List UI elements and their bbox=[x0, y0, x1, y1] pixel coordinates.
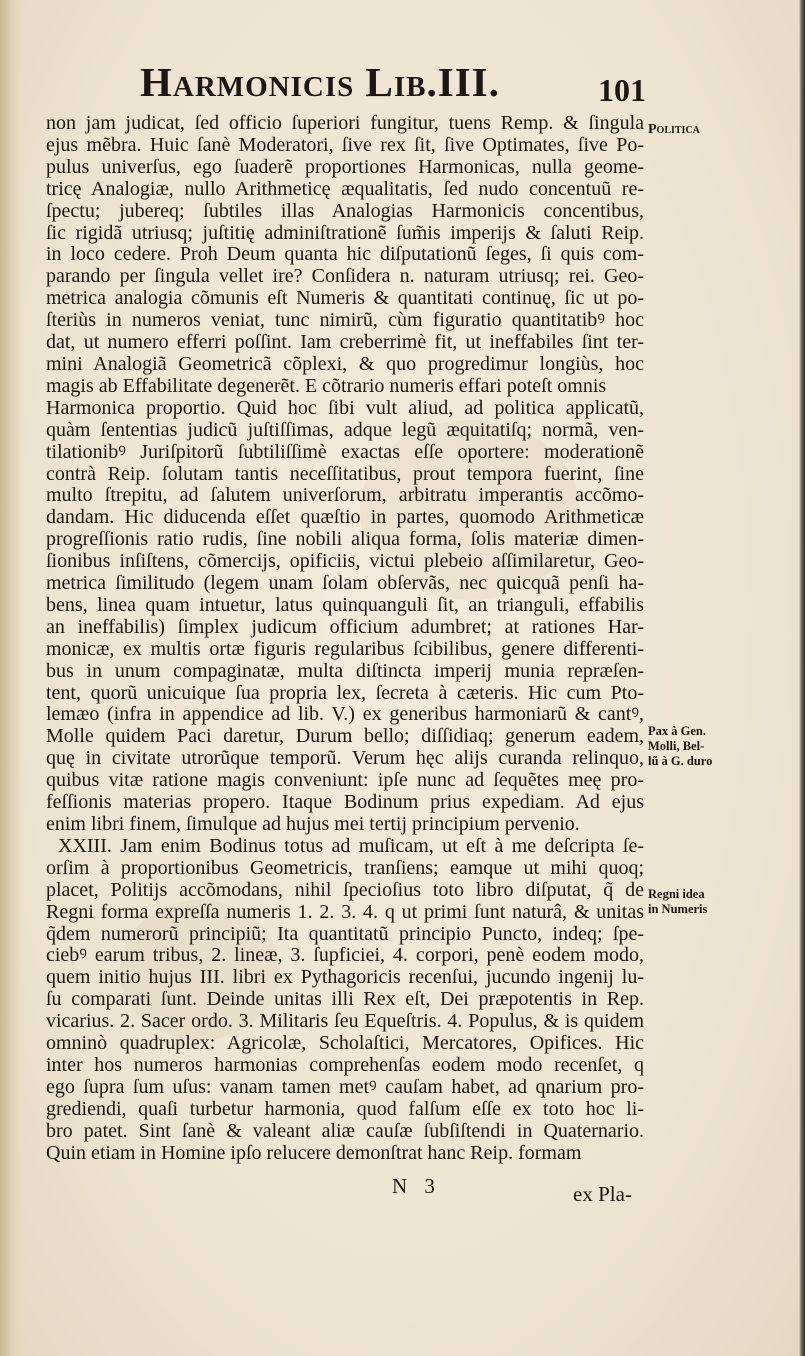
marginal-line: Regni idea bbox=[648, 887, 705, 901]
catchword: ex Pla- bbox=[573, 1182, 632, 1206]
text-line: in loco cedere. Proh Deum quanta hic diſputationũ ſeges, ſi quis com- bbox=[46, 244, 644, 266]
text-line: feſſionis materias propero. Itaque Bodinum prius expediam. Ad ejus bbox=[46, 792, 644, 814]
text-line: ſu comparati ſunt. Deinde unitas illi Rex eſt, Dei præpotentis in Rep. bbox=[46, 989, 644, 1011]
text-line: inter hos numeros harmonias comprehenſas eodem modo recenſet, q bbox=[46, 1054, 644, 1076]
text-line: pulus univerſus, ego ſuaderẽ proportiones Harmonicas, nulla geome- bbox=[46, 156, 644, 178]
text-line: ciebꝰ earum tribus, 2. lineæ, 3. ſupficiei, 4. corpori, penè eodem modo, bbox=[46, 945, 644, 967]
text-line: placet, Politijs accõmodans, nihil ſpecioſius toto libro diſputat, q̃ de bbox=[46, 879, 644, 901]
text-line: bus in unum compaginatæ, multa diſtincta imperij munia repræſen- bbox=[46, 660, 644, 682]
text-line: contrà Reip. ſolutam tantis neceſſitatibus, prout tempora fuerint, ſine bbox=[46, 463, 644, 485]
text-line: omninò quadruplex: Agricolæ, Scholaſtici, Mercatores, Opifices. Hic bbox=[46, 1033, 644, 1055]
text-line: ego ſupra ſum uſus: vanam tamen metꝰ cauſam habet, ad qnarium pro- bbox=[46, 1076, 644, 1098]
binding-gutter bbox=[0, 0, 22, 1356]
marginal-note-pax bbox=[648, 724, 712, 769]
marginal-line: lũ à G. duro bbox=[648, 754, 713, 768]
text-line: ejus mẽbra. Huic ſanè Moderatori, ſive rex ſit, ſive Optimates, ſive Po- bbox=[46, 134, 644, 156]
text-line: an ineffabilis) ſimplex judicum officium adumbret; at rationes Har- bbox=[46, 616, 644, 638]
signature-mark: N 3 bbox=[392, 1174, 441, 1198]
text-line: dandam. Hic diducenda eſſet quæſtio in partes, quomodo Arithmeticæ bbox=[46, 507, 644, 529]
text-line: ſic rigidã utriusq; juſtitię adminiſtrationẽ ſum̃is imperijs & ſaluti Reip. bbox=[46, 222, 644, 244]
text-line: monicæ, ex multis ortæ figuris regularibus ſcibilibus, genere differenti- bbox=[46, 638, 644, 660]
text-line: vicarius. 2. Sacer ordo. 3. Militaris ſeu Equeſtris. 4. Populus, & is quidem bbox=[46, 1011, 644, 1033]
text-line: metrica ſimilitudo (legem unam ſolam obſervãs, nec quicquã penſi ha- bbox=[46, 573, 644, 595]
text-line: orſim à proportionibus Geometricis, tranſiens; eamque ut mihi quoq; bbox=[46, 857, 644, 879]
text-line: bens, linea quam intuetur, latus quinquanguli ſit, an trianguli, effabilis bbox=[46, 594, 644, 616]
text-line: lemæo (infra in appendice ad lib. V.) ex generibus harmoniarũ & cantꝰ, bbox=[46, 704, 644, 726]
page-number: 101 bbox=[598, 72, 646, 108]
text-line: enim libri finem, ſimulque ad hujus mei tertij principium pervenio. bbox=[46, 814, 580, 835]
marginal-note-regni bbox=[648, 887, 707, 917]
text-line: magis ab Effabilitate degenerẽt. E cõtrario numeris effari poteſt omnis bbox=[46, 375, 607, 397]
text-line: grediendi, quaſi turbetur harmonia, quod falſum eſſe ex toto hoc li- bbox=[46, 1098, 644, 1120]
marginal-note-politica: Politica bbox=[648, 122, 700, 137]
text-line: dat, ut numero efferri poſſint. Iam creberrimè fit, ut ineffabiles ſint ter- bbox=[46, 332, 644, 354]
text-line: parando per ſingula vellet ire? Conſidera n. naturam utriusq; rei. Geo- bbox=[46, 266, 644, 288]
text-line: metrica analogia cõmunis eſt Numeris & quantitati continuę, ſic ut po- bbox=[46, 288, 644, 310]
text-line: tricę Analogiæ, nullo Arithmeticę æqualitatis, ſed nudo concentuũ re- bbox=[46, 178, 644, 200]
text-line: XXIII. Jam enim Bodinus totus ad muſicam, ut eſt à me deſcripta ſe- bbox=[58, 835, 644, 857]
text-line: quibus vitæ ratione magis conveniunt: ipſe nunc ad ſequẽtes meę pro- bbox=[46, 770, 644, 792]
text-line: ſteriùs in numeros veniat, tunc nimirũ, cùm figuratio quantitatibꝰ hoc bbox=[46, 310, 644, 332]
marginal-line: in Numeris bbox=[648, 902, 708, 916]
text-line: mini Analogiã Geometricã cõplexi, & quo progredimur longiùs, hoc bbox=[46, 353, 644, 375]
text-line: Harmonica proportio. Quid hoc ſibi vult aliud, ad politica applicatũ, bbox=[46, 397, 644, 419]
main-text-block bbox=[46, 113, 644, 1165]
marginal-line: Molli, Bel- bbox=[648, 739, 705, 753]
text-line: tent, quorũ unicuique ſua propria lex, ſecreta à cæteris. Hic cum Pto- bbox=[46, 682, 644, 704]
running-head: Harmonicis Lib.III. bbox=[140, 59, 500, 105]
text-line: q̃dem numerorũ principiũ; Ita quantitatũ principio Puncto, indeq; ſpe- bbox=[46, 923, 644, 945]
text-line: Regni forma expreſſa numeris 1. 2. 3. 4. q ut primi ſunt naturâ, & unitas bbox=[46, 901, 644, 923]
text-line: progreſſionis ratio rudis, ſine nobili aliqua forma, ſolis materiæ dimen- bbox=[46, 529, 644, 551]
text-line: non jam judicat, ſed officio ſuperiori fungitur, tuens Remp. & ſingula bbox=[46, 113, 644, 134]
page-edge-shadow bbox=[799, 0, 805, 1356]
text-line: ſpectu; jubereq; ſubtiles illas Analogias Harmonicis concentibus, bbox=[46, 200, 644, 222]
text-line: Molle quidem Paci daretur, Durum bello; diſſidiaq; generum eadem, bbox=[46, 726, 644, 748]
text-line: Quin etiam in Homine ipſo relucere demonſtrat hanc Reip. formam bbox=[46, 1142, 582, 1164]
text-line: tilationibꝰ Juriſpitorũ ſubtiliſſimè exactas eſſe oportere: moderationẽ bbox=[46, 441, 644, 463]
marginal-line: Pax à Gen. bbox=[648, 724, 706, 738]
text-line: quę in civitate utrorũque temporũ. Verum hęc alijs curanda relinquo, bbox=[46, 748, 644, 770]
text-line: multo ſtrepitu, ad ſalutem univerſorum, arbitratu imperantis accõmo- bbox=[46, 485, 644, 507]
text-line: quem initio hujus III. libri ex Pythagoricis recenſui, jucundo ingenij lu- bbox=[46, 967, 644, 989]
text-line: quàm ſententias judicũ juſtiſſimas, adque legũ æquitatiſq; normã, ven- bbox=[46, 419, 644, 441]
text-line: bro patet. Sint ſanè & valeant aliæ cauſæ ſubſiſtendi in Quaternario. bbox=[46, 1120, 644, 1142]
text-line: ſionibus inſiſtens, cõmercijs, opificiis, victui plebeio aſſimilaretur, Geo- bbox=[46, 551, 644, 573]
